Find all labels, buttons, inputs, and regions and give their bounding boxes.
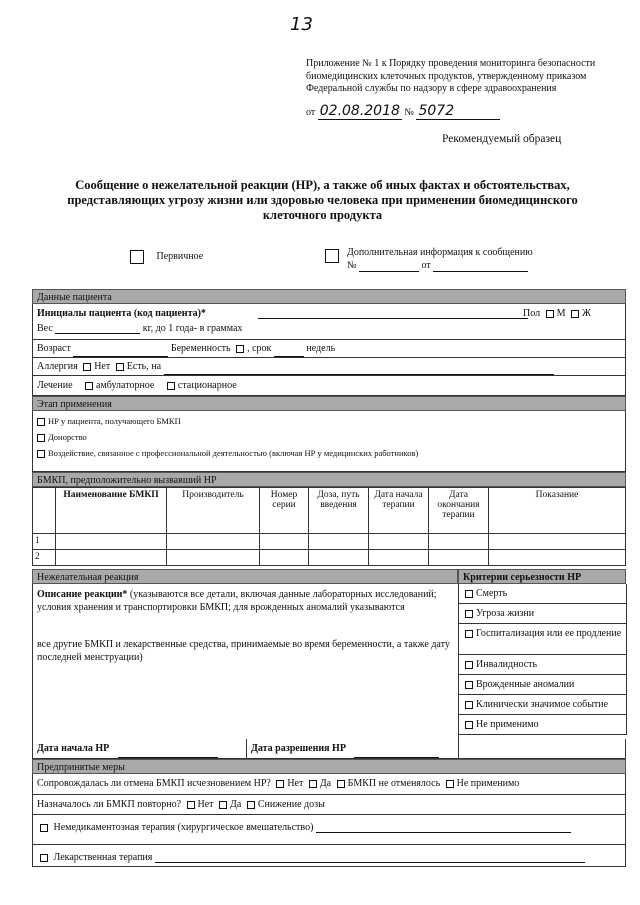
table-cell[interactable] [429, 550, 489, 566]
age-field[interactable] [73, 356, 168, 357]
criteria-item[interactable]: Инвалидность [458, 655, 626, 675]
table-cell[interactable] [56, 550, 167, 566]
patient-age-row: Возраст Беременность , срок недель [32, 340, 626, 358]
section-measures: Предпринятые меры [32, 759, 626, 774]
bmkp-col-name: Наименование БМКП [56, 488, 167, 534]
bmkp-table [32, 487, 626, 566]
recommended-sample: Рекомендуемый образец [442, 133, 562, 145]
table-cell[interactable] [56, 534, 167, 550]
application-options [32, 411, 626, 472]
nondrug-label: Немедикаментозная терапия (хирургическое вмешательство) [53, 822, 314, 833]
resolution-date-field[interactable] [354, 757, 439, 758]
table-row [33, 534, 626, 550]
table-cell[interactable] [489, 534, 626, 550]
allergy-no-checkbox[interactable] [83, 363, 91, 371]
repeat-row: Назначалось ли БМКП повторно? Нет Да Снижение дозы [32, 795, 626, 815]
repeat-label: Назначалось ли БМКП повторно? [37, 799, 182, 810]
reaction-dates-row [32, 739, 459, 759]
bmkp-row-number: 2 [33, 550, 56, 566]
table-cell[interactable] [369, 550, 429, 566]
initials-label: Инициалы пациента (код пациента)* [37, 308, 206, 319]
withdrawal-yes-checkbox[interactable] [309, 780, 317, 788]
criteria-checkbox[interactable] [465, 681, 473, 689]
allergy-field[interactable] [164, 374, 554, 375]
allergy-no-label: Нет [94, 361, 111, 372]
table-cell[interactable] [309, 550, 369, 566]
application-opt1-label: НР у пациента, получающего БМКП [48, 416, 181, 426]
inpatient-checkbox[interactable] [167, 382, 175, 390]
criteria-item[interactable]: Не применимо [458, 715, 626, 735]
description-hint: (указываются все детали, включая данные лабораторных исследований; условия хранения и транспортировки БМКП; для врожденных аномалий указываются [37, 589, 437, 613]
additional-no-label: № [347, 260, 357, 271]
application-opt2-label: Донорство [48, 432, 87, 442]
bmkp-num-header [33, 488, 56, 534]
table-cell[interactable] [260, 550, 309, 566]
primary-checkbox[interactable] [130, 250, 144, 264]
table-cell[interactable] [167, 550, 260, 566]
drug-field[interactable] [155, 862, 585, 863]
start-date-label: Дата начала НР [37, 743, 110, 754]
criteria-item[interactable]: Смерть [458, 584, 626, 604]
patient-allergy-row [32, 358, 626, 376]
table-cell[interactable] [429, 534, 489, 550]
additional-label: Дополнительная информация к сообщению [347, 247, 533, 258]
weight-field[interactable] [55, 333, 140, 334]
section-application: Этап применения [32, 396, 626, 411]
criteria-item[interactable]: Клинически значимое событие [458, 695, 626, 715]
reaction-description-box[interactable] [32, 584, 459, 739]
criteria-checkbox[interactable] [465, 661, 473, 669]
allergy-yes-checkbox[interactable] [116, 363, 124, 371]
table-cell[interactable] [260, 534, 309, 550]
description-label: Описание реакции* [37, 589, 128, 600]
bmkp-col-start: Дата начала терапии [369, 488, 429, 534]
criteria-checkbox[interactable] [465, 721, 473, 729]
additional-checkbox[interactable] [325, 249, 339, 263]
criteria-checkbox[interactable] [465, 701, 473, 709]
page-number: 13 [290, 14, 313, 35]
bmkp-row-number: 1 [33, 534, 56, 550]
repeat-yes-checkbox[interactable] [219, 801, 227, 809]
nondrug-checkbox[interactable] [40, 824, 48, 832]
criteria-blank [458, 739, 626, 759]
initials-field[interactable] [258, 308, 528, 319]
bmkp-col-end: Дата окончания терапии [429, 488, 489, 534]
table-cell[interactable] [309, 534, 369, 550]
sex-f-checkbox[interactable] [571, 310, 579, 318]
nondrug-row [32, 815, 626, 845]
treatment-label: Лечение [37, 380, 73, 391]
sex-m-checkbox[interactable] [546, 310, 554, 318]
bmkp-col-indication: Показание [489, 488, 626, 534]
patient-initials-row [32, 304, 626, 340]
weeks-label: недель [306, 343, 336, 354]
bmkp-col-manufacturer: Производитель [167, 488, 260, 534]
additional-date-field[interactable] [433, 271, 528, 272]
outpatient-label: амбулаторное [96, 380, 155, 391]
pregnancy-label: Беременность [170, 343, 231, 354]
drug-checkbox[interactable] [40, 854, 48, 862]
table-cell[interactable] [167, 534, 260, 550]
application-opt3-checkbox[interactable] [37, 450, 45, 458]
table-row [33, 550, 626, 566]
order-no-label: № [404, 107, 414, 118]
sex-label: Пол [523, 308, 541, 319]
section-criteria: Критерии серьезности НР [458, 569, 626, 584]
section-reaction: Нежелательная реакция [32, 569, 458, 584]
sex-m-label: М [556, 308, 566, 319]
weight-unit: кг, до 1 года- в граммах [142, 323, 243, 334]
drug-row [32, 845, 626, 867]
section-bmkp: БМКП, предположительно вызвавший НР [32, 472, 626, 487]
primary-option[interactable] [130, 250, 203, 264]
outpatient-checkbox[interactable] [85, 382, 93, 390]
start-date-field[interactable] [118, 757, 218, 758]
description-hint-2: все другие БМКП и лекарственные средства, принимаемые во время беременности, а также дату последней менструации) [37, 639, 450, 663]
withdrawal-row: Сопровождалась ли отмена БМКП исчезновением НР? Нет Да БМКП не отменялось Не применимо [32, 774, 626, 795]
order-prefix: от [306, 107, 316, 118]
not-cancelled-checkbox[interactable] [337, 780, 345, 788]
dose-reduction-checkbox[interactable] [247, 801, 255, 809]
criteria-checkbox[interactable] [465, 590, 473, 598]
pregnancy-checkbox[interactable] [236, 345, 244, 353]
additional-option[interactable] [325, 246, 533, 272]
table-cell[interactable] [489, 550, 626, 566]
criteria-item[interactable]: Угроза жизни [458, 604, 626, 624]
application-opt2-checkbox[interactable] [37, 434, 45, 442]
criteria-item[interactable]: Врожденные аномалии [458, 675, 626, 695]
sex-f-label: Ж [582, 308, 591, 319]
weight-label: Вес [37, 323, 53, 334]
bmkp-col-dose: Доза, путь введения [309, 488, 369, 534]
not-applicable-checkbox[interactable] [446, 780, 454, 788]
application-opt3-label: Воздействие, связанное с профессиональной деятельностью (включая НР у медицинских работников) [48, 448, 419, 458]
bmkp-col-series: Номер серии [260, 488, 309, 534]
criteria-checkbox[interactable] [465, 610, 473, 618]
additional-from-label: от [421, 260, 431, 271]
age-label: Возраст [37, 343, 71, 354]
nondrug-field[interactable] [316, 832, 571, 833]
section-patient: Данные пациента [32, 289, 626, 304]
withdrawal-label: Сопровождалась ли отмена БМКП исчезновением НР? [37, 778, 271, 789]
inpatient-label: стационарное [177, 380, 237, 391]
resolution-date-label: Дата разрешения НР [251, 743, 346, 754]
allergy-label: Аллергия [37, 361, 78, 372]
form-title: Сообщение о нежелательной реакции (НР), а также об иных фактах и обстоятельствах, представляющих угрозу жизни или здоровью человека при применении биомедицинского клеточного продукта [67, 178, 578, 222]
repeat-no-checkbox[interactable] [187, 801, 195, 809]
table-cell[interactable] [369, 534, 429, 550]
criteria-item[interactable]: Госпитализация или ее продление [458, 624, 626, 655]
criteria-list [458, 584, 627, 735]
criteria-checkbox[interactable] [465, 630, 473, 638]
withdrawal-no-checkbox[interactable] [276, 780, 284, 788]
order-number: 5072 [416, 103, 500, 120]
allergy-yes-label: Есть, на [126, 361, 162, 372]
additional-no-field[interactable] [359, 271, 419, 272]
application-opt1-checkbox[interactable] [37, 418, 45, 426]
annex-text: Приложение № 1 к Порядку проведения мониторинга безопасности биомедицинских клеточных продуктов, утвержденному приказом Федеральной службы по надзору в сфере здравоохранения [306, 58, 596, 94]
drug-label: Лекарственная терапия [53, 852, 153, 863]
order-line [306, 103, 500, 120]
term-label: срок [252, 343, 272, 354]
patient-treatment-row [32, 376, 626, 396]
primary-label: Первичное [156, 251, 204, 263]
term-field[interactable] [274, 356, 304, 357]
order-date: 02.08.2018 [319, 103, 400, 119]
